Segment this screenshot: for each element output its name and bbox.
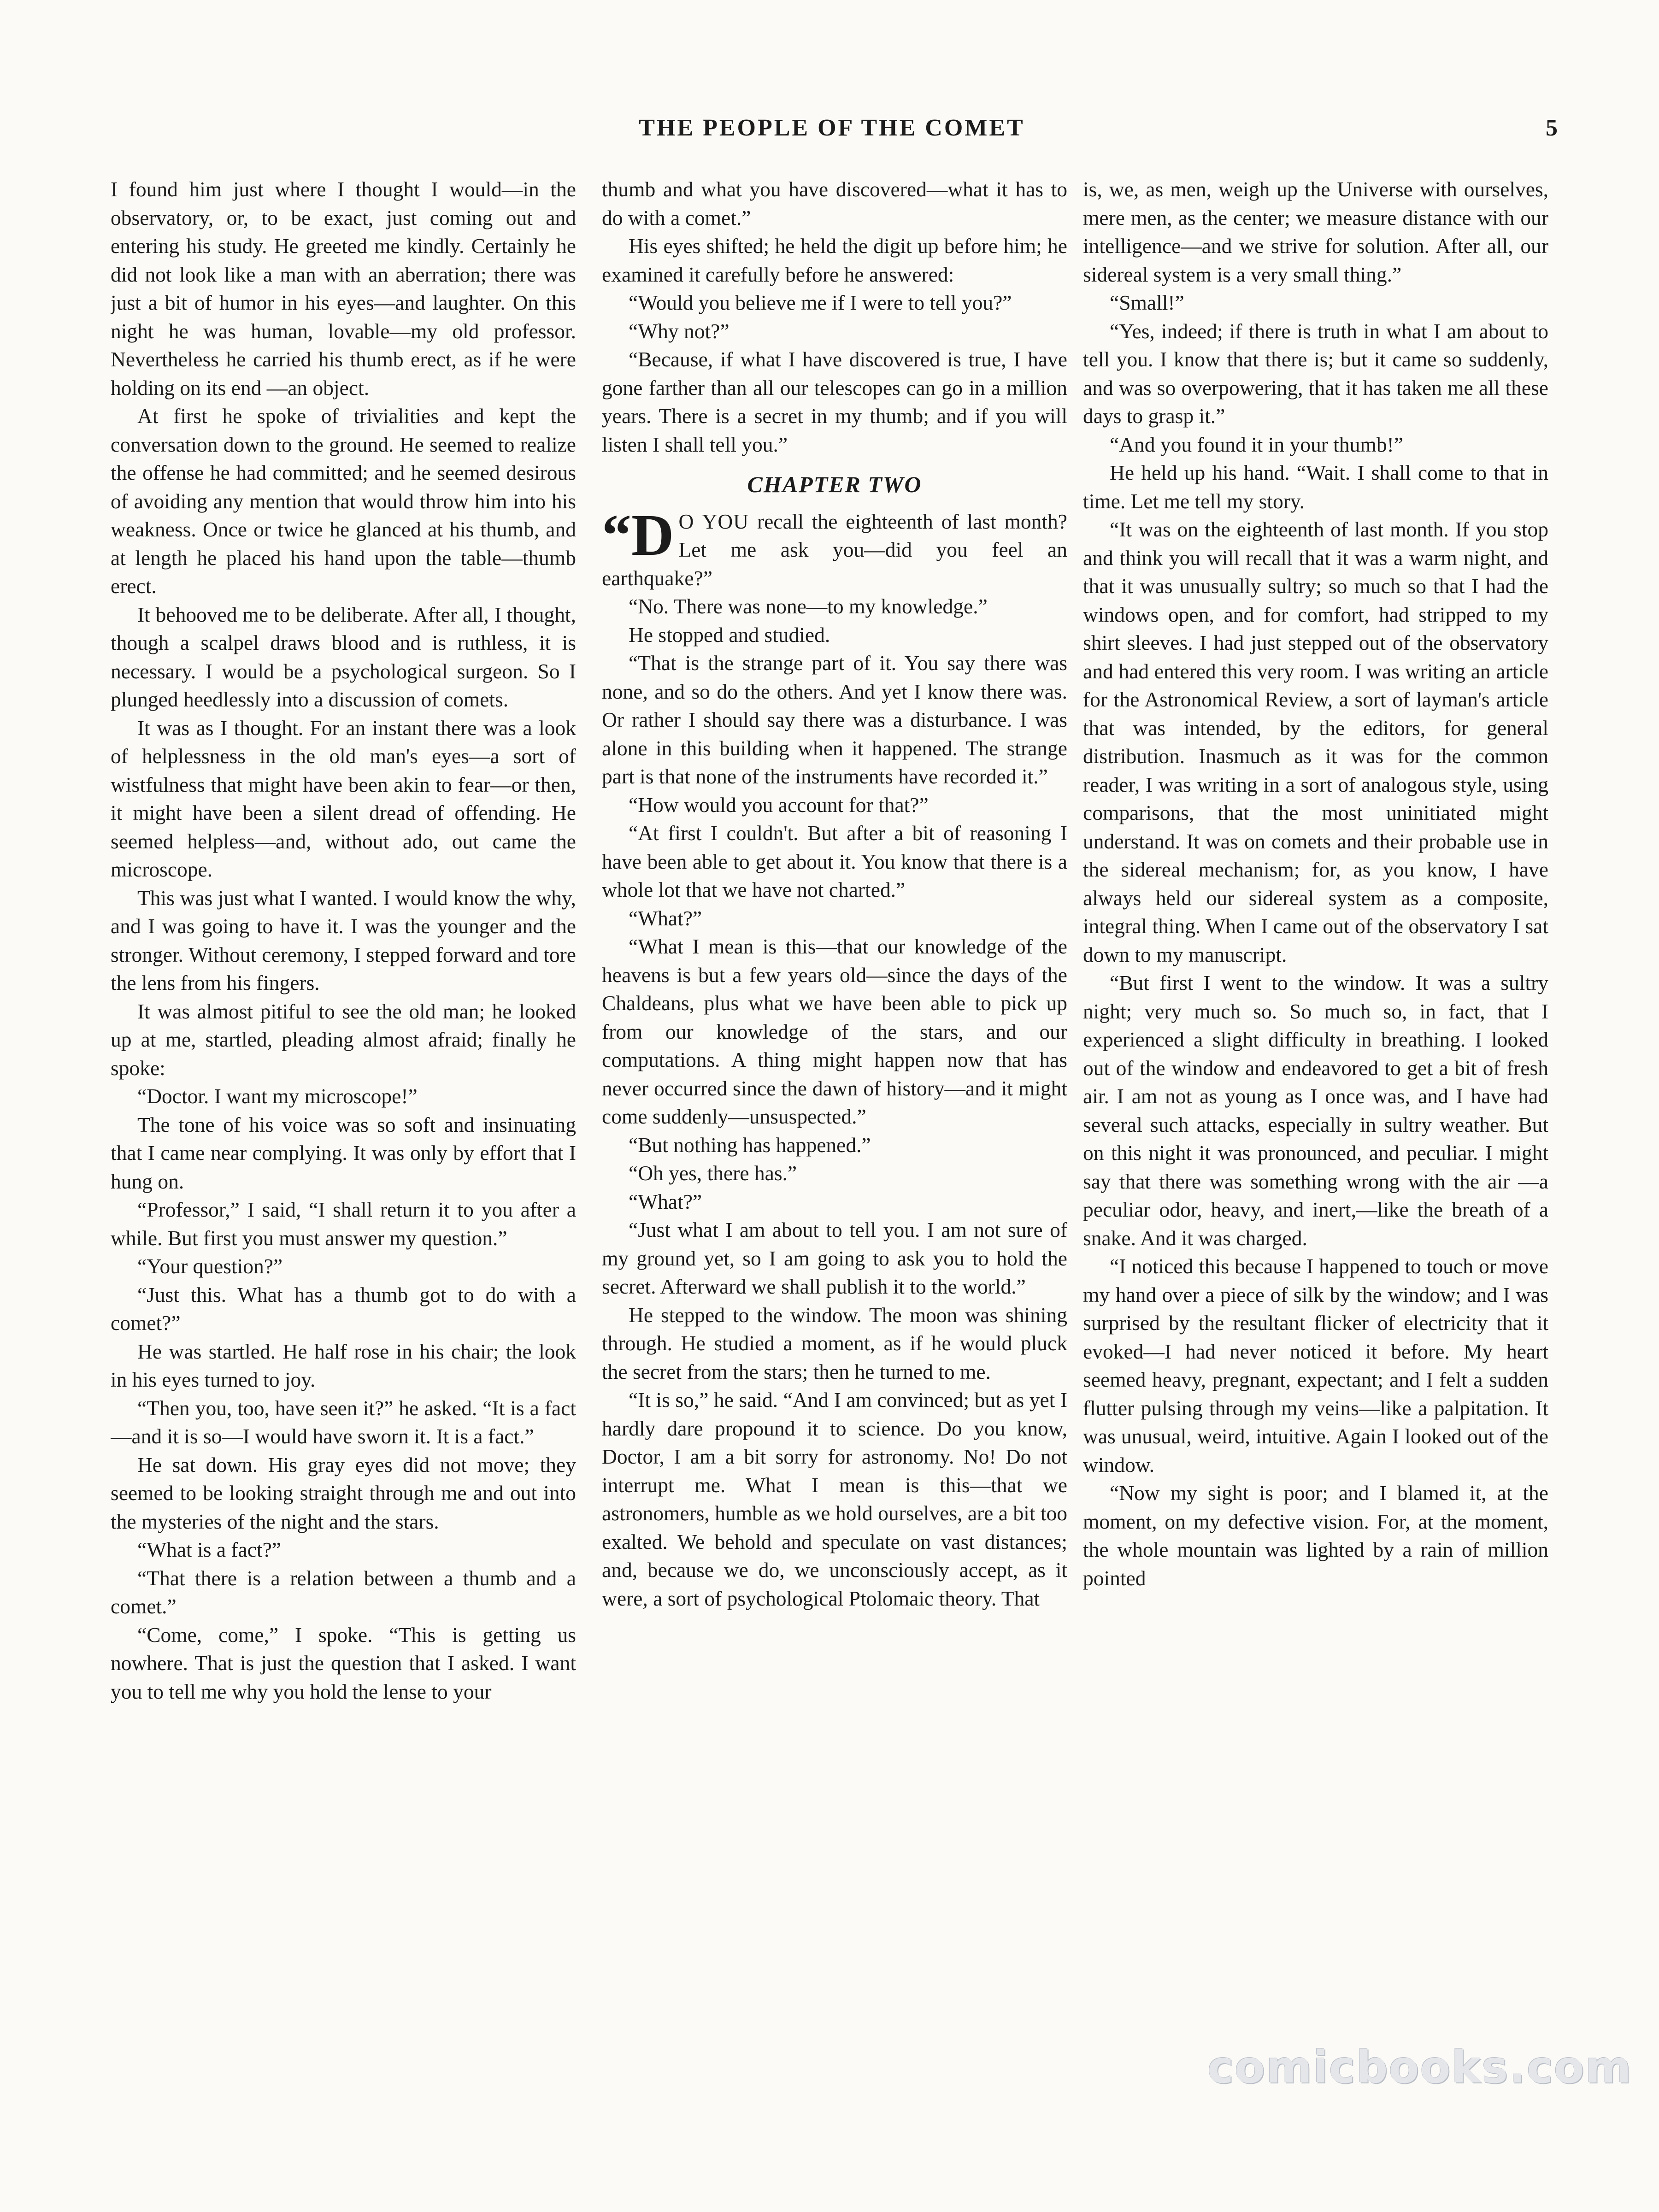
paragraph: He stopped and studied. [629,623,830,647]
paragraph: “Small!” [1110,291,1184,314]
page-number: 5 [1546,115,1558,141]
paragraph: He was startled. He half rose in his chair; the look in his eyes turned to joy. [111,1339,576,1391]
text-column-1 [111,175,576,2088]
paragraph: “What is a fact?” [137,1538,281,1561]
paragraph: “Come, come,” I spoke. “This is getting us nowhere. That is just the question that I asked. I want you to tell me why you hold the lense to your [111,1623,576,1703]
small-caps-lead: O YOU [678,509,749,533]
paragraph: He sat down. His gray eyes did not move; they seemed to be looking straight through me and out into the mysteries of the night and the stars. [111,1453,576,1533]
paragraph: “Professor,” I said, “I shall return it to you after a while. But first you must answer my question.” [111,1198,576,1250]
paragraph: “But nothing has happened.” [629,1133,871,1157]
column-2-pre-chapter [602,175,1067,459]
paragraph: “Because, if what I have discovered is true, I have gone farther than all our telescopes can go in a million years. There is a secret in my thumb; and if you will listen I shall tell you.” [602,347,1067,456]
paragraph: “Your question?” [137,1254,283,1278]
paragraph: His eyes shifted; he held the digit up before him; he examined it carefully before he answered: [602,234,1067,286]
paragraph: It was almost pitiful to see the old man; he looked up at me, startled, pleading almost afraid; finally he spoke: [111,999,576,1080]
watermark-logo: comicbooks.com [1207,2041,1632,2093]
column-2-post-chapter [602,592,1067,1612]
paragraph: “What?” [629,906,702,930]
running-title: THE PEOPLE OF THE COMET [639,115,1025,141]
opening-text: recall the eighteenth of last month? Let me ask you—did you feel an earthquake?” [602,509,1067,590]
chapter-heading: CHAPTER TWO [747,471,922,497]
paragraph: “Then you, too, have seen it?” he asked. “It is a fact—and it is so—I would have sworn it. It is a fact.” [111,1396,576,1448]
paragraph: “Oh yes, there has.” [629,1161,797,1185]
paragraph: The tone of his voice was so soft and insinuating that I came near complying. It was only by effort that I hung on. [111,1112,576,1193]
paragraph: It behooved me to be deliberate. After all, I thought, though a scalpel draws blood and is ruthless, it is necessary. I would be a psychological surgeon. So I plunged heedlessly into a discussion of comets. [111,602,576,711]
paragraph: “Just what I am about to tell you. I am not sure of my ground yet, so I am going to ask you to hold the secret. Afterward we shall publish it to the world.” [602,1218,1067,1298]
paragraph: “No. There was none—to my knowledge.” [629,594,988,618]
text-column-3 [1083,175,1548,2088]
paragraph: “I noticed this because I happened to touch or move my hand over a piece of silk by the window; and I was surprised by the resultant flicker of electricity that it evoked—I had never noticed it before. My heart seemed heavy, pregnant, expectant; and I felt a sudden flutter pulsing through my veins—like a palpitation. It was unusual, weird, intuitive. Again I looked out of the window. [1083,1254,1548,1477]
paragraph: thumb and what you have discovered—what it has to do with a comet.” [602,177,1067,229]
paragraph: “What I mean is this—that our knowledge of the heavens is but a few years old—since the days of the Chaldeans, plus what we have been able to pick up from our knowledge of the stars, and our computations. A thing might happen now that has never occurred since the dawn of history—and it might come suddenly—unsuspected.” [602,935,1067,1128]
chapter-opening-paragraph [602,502,1067,593]
page-header [0,114,1659,156]
paragraph: “It is so,” he said. “And I am convinced; but as yet I hardly dare propound it to science. Do you know, Doctor, I am a bit sorry for astronomy. No! Do not interrupt me. What I mean is this—that we astronomers, humble as we hold ourselves, are a bit too exalted. We behold and speculate on vast distances; and, because we do, we unconsciously accept, as it were, a sort of psychological Ptolomaic theory. That [602,1388,1067,1610]
paragraph: “Now my sight is poor; and I blamed it, at the moment, on my defective vision. For, at the moment, the whole mountain was lighted by a rain of million pointed [1083,1481,1548,1590]
paragraph: “But first I went to the window. It was a sultry night; very much so. So much so, in fact, that I experienced a slight difficulty in breathing. I looked out of the window and endeavored to get a bit of fresh air. I am not as young as I once was, and I have had several such attacks, especially in sultry weather. But on this night it was pronounced, and peculiar. I might say that there was something wrong with the air —a peculiar odor, heavy, and inert,—like the breath of a snake. And it was charged. [1083,971,1548,1250]
text-column-2 [602,175,1067,2088]
paragraph: “Doctor. I want my microscope!” [137,1084,418,1108]
paragraph: “It was on the eighteenth of last month. If you stop and think you will recall that it was a warm night, and that it was unusually sultry; so much so that I had the windows open, and for comfort, had stripped to my shirt sleeves. I had just stepped out of the observatory and had entered this very room. I was writing an article for the Astronomical Review, a sort of layman's article that was intended, by the editors, for general distribution. Inasmuch as it was for the common reader, I was writing in a sort of analogous style, using comparisons, that the most uninitiated might understand. It was on comets and their probable use in the sidereal mechanism; for, as you know, I have always held our sidereal system as a composite, integral thing. When I came out of the observatory I sat down to my manuscript. [1083,518,1548,966]
paragraph: I found him just where I thought I would—in the observatory, or, to be exact, just coming out and entering his study. He greeted me kindly. Certainly he did not look like a man with an aberration; there was just a bit of humor in his eyes—and laughter. On this night he was human, lovable—my old professor. Nevertheless he carried his thumb erect, as if he were holding on its end —an object. [111,177,576,400]
paragraph: “That there is a relation between a thumb and a comet.” [111,1566,576,1618]
paragraph: “Would you believe me if I were to tell you?” [629,291,1012,314]
paragraph: This was just what I wanted. I would know the why, and I was going to have it. I was the younger and the stronger. Without ceremony, I stepped forward and tore the lens from his fingers. [111,886,576,994]
paragraph: “And you found it in your thumb!” [1110,432,1403,456]
paragraph: is, we, as men, weigh up the Universe with ourselves, mere men, as the center; we measure distance with our intelligence—and we strive for solution. After all, our sidereal system is a very small thing.” [1083,177,1548,286]
paragraph: “At first I couldn't. But after a bit of reasoning I have been able to get about it. You know that there is a whole lot that we have not charted.” [602,821,1067,901]
paragraph: “Why not?” [629,319,729,343]
drop-cap-letter: D [631,502,674,568]
drop-cap [602,502,674,568]
paragraph: “How would you account for that?” [629,793,929,817]
paragraph: “Just this. What has a thumb got to do with a comet?” [111,1282,576,1335]
paragraph: “What?” [629,1189,702,1213]
paragraph: He held up his hand. “Wait. I shall come to that in time. Let me tell my story. [1083,461,1548,513]
paragraph: “Yes, indeed; if there is truth in what I am about to tell you. I know that there is; but it came so suddenly, and was so overpowering, that it has taken me all these days to grasp it.” [1083,319,1548,428]
paragraph: “That is the strange part of it. You say there was none, and so do the others. And yet I know there was. Or rather I should say there was a disturbance. I was alone in this building when it happened. The strange part is that none of the instruments have recorded it.” [602,651,1067,788]
paragraph: It was as I thought. For an instant there was a look of helplessness in the old man's eyes—a sort of wistfulness that might have been akin to fear—or then, it might have been a silent dread of offending. He seemed helpless—and, without ado, out came the microscope. [111,716,576,881]
paragraph: He stepped to the window. The moon was shining through. He studied a moment, as if he would pluck the secret from the stars; then he turned to me. [602,1303,1067,1383]
paragraph: At first he spoke of trivialities and kept the conversation down to the ground. He seemed to realize the offense he had committed; and he seemed desirous of avoiding any mention that would throw him into his weakness. Once or twice he glanced at his thumb, and at length he placed his hand upon the table—thumb erect. [111,404,576,598]
drop-cap-open-quote: “ [602,502,631,568]
